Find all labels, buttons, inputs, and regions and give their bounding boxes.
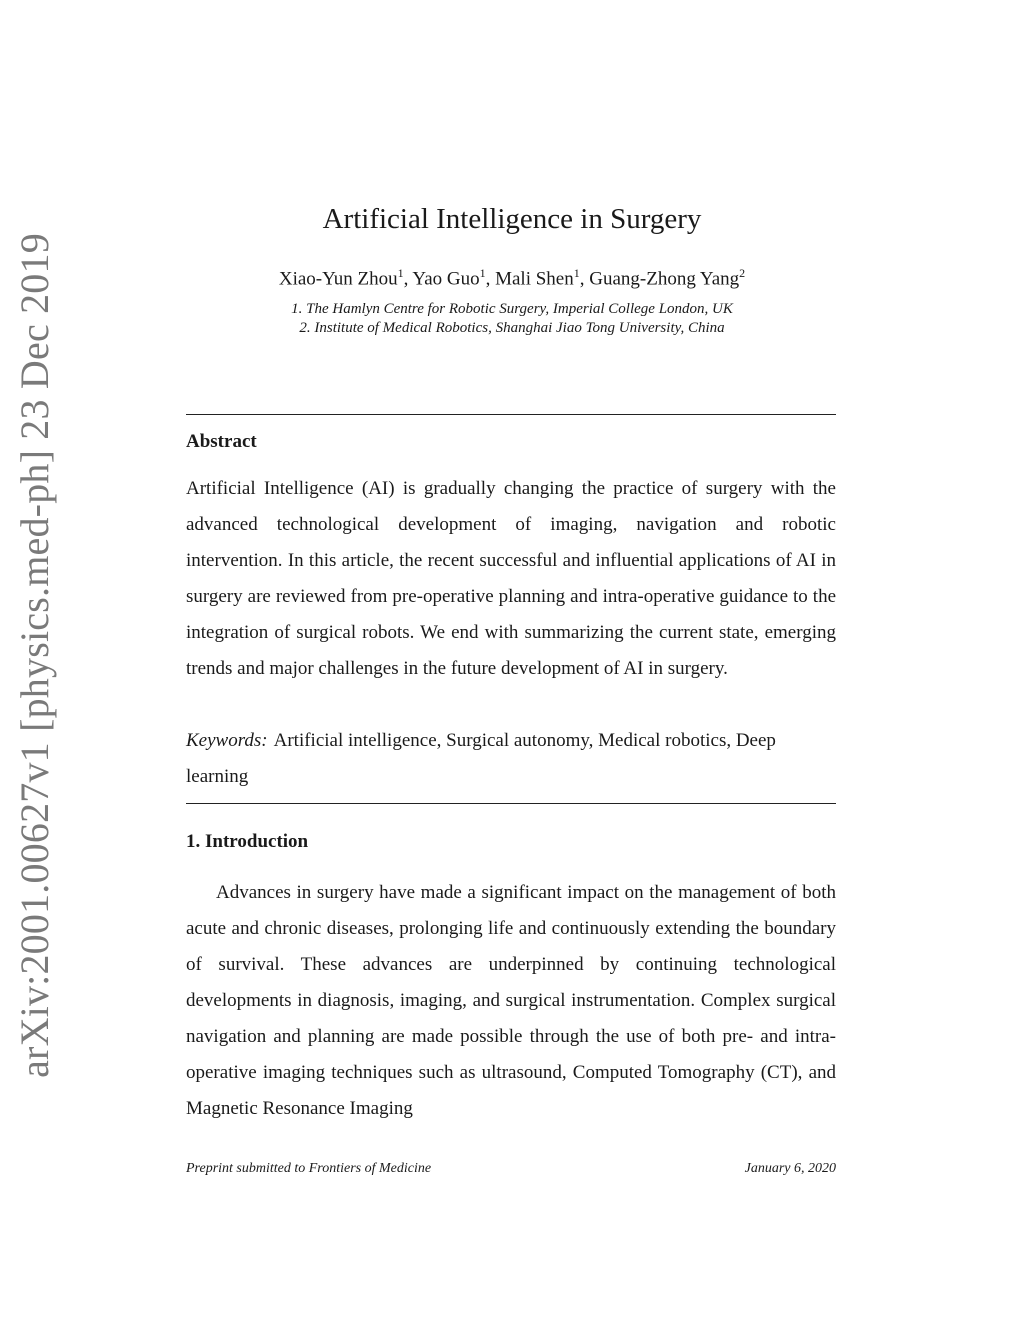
paper-title: Artificial Intelligence in Surgery xyxy=(322,203,702,235)
author-list: Xiao-Yun Zhou$^1$, Yao Guo$^1$, Mali Shen$^1$, Guang-Zhong Yang$^2$ xyxy=(278,266,746,290)
abstract-bottom-rule xyxy=(186,803,836,804)
footer-preprint-note: Preprint submitted to Frontiers of Medicine xyxy=(186,1161,432,1176)
author-affiliation-mark: 1 xyxy=(573,266,580,280)
author-name: Guang-Zhong Yang xyxy=(589,268,740,290)
arxiv-identifier-text: arXiv:2001.00627v1 [physics.med-ph] 23 Dec 2019 xyxy=(11,232,57,1078)
arxiv-identifier-stamp xyxy=(10,232,58,1078)
abstract-body: Artificial Intelligence (AI) is gradually changing the practice of surgery with the advanced technological development of imaging, navigation and robotic intervention. In this article, the recent successful and influential applications of AI in surgery are reviewed from pre-operative planning and intra-operative guidance to the integration of surgical robots. We end with summarizing the current state, emerging trends and major challenges in the future development of AI in surgery. xyxy=(186,478,836,679)
author-affiliation-mark: 1 xyxy=(479,266,486,280)
introduction-body: Advances in surgery have made a significant impact on the management of both acute and chronic diseases, prolonging life and continuously extending the boundary of survival. These advances are underpinned by continuing technological developments in diagnosis, imaging, and surgical instrumentation. Complex surgical navigation and planning are made possible through the use of both pre- and intra-operative imaging techniques such as ultrasound, Computed Tomography (CT), and Magnetic Resonance Imaging xyxy=(186,882,836,1119)
author-affiliation-mark: 1 xyxy=(397,266,404,280)
abstract-heading: Abstract xyxy=(186,431,257,452)
abstract-top-rule xyxy=(186,414,836,415)
affiliation-2: 2. Institute of Medical Robotics, Shanghai Jiao Tong University, China xyxy=(299,320,725,336)
introduction-heading: 1. Introduction xyxy=(186,831,309,852)
footer-date: January 6, 2020 xyxy=(744,1161,836,1176)
keywords-text: Artificial intelligence, Surgical autonomy, Medical robotics, Deep learning xyxy=(186,730,776,787)
author-name: Xiao-Yun Zhou xyxy=(278,268,398,290)
author-name: Yao Guo xyxy=(412,268,480,290)
author-name: Mali Shen xyxy=(495,268,574,290)
affiliation-1: 1. The Hamlyn Centre for Robotic Surgery, Imperial College London, UK xyxy=(291,301,733,317)
keywords-label: Keywords: xyxy=(186,730,268,751)
author-affiliation-mark: 2 xyxy=(739,266,746,280)
keywords-line xyxy=(186,723,836,795)
